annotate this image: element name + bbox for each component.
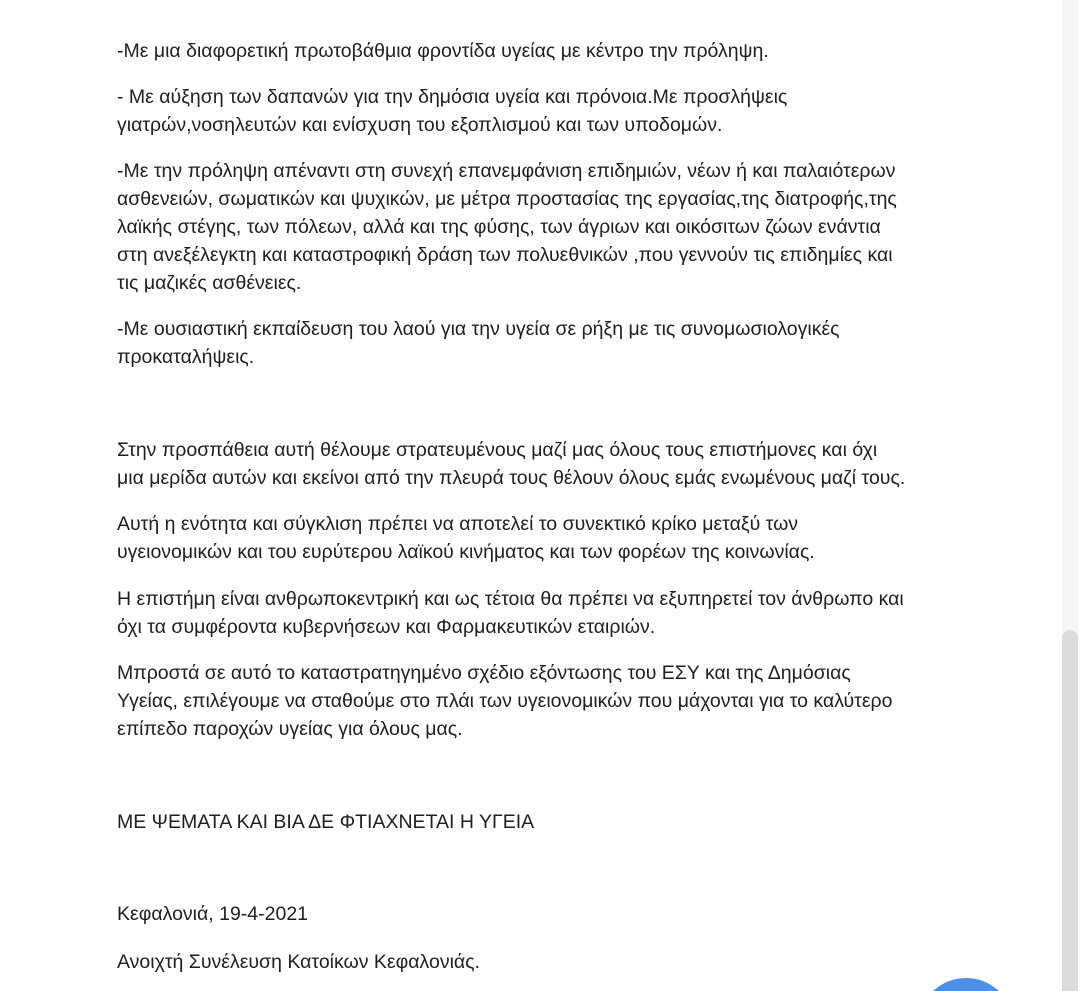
text-line: υγειονομικών και του ευρύτερου λαϊκού κινήματος και των φορέων της κοινωνίας. bbox=[117, 541, 815, 563]
signature-line bbox=[117, 948, 987, 976]
text-line: Ανοιχτή Συνέλευση Κατοίκων Κεφαλονιάς. bbox=[117, 951, 480, 973]
text-line: -Με μια διαφορετική πρωτοβάθμια φροντίδα υγείας με κέντρο την πρόληψη. bbox=[117, 40, 769, 62]
paragraph-scientists bbox=[117, 436, 987, 492]
text-line: Στην προσπάθεια αυτή θέλουμε στρατευμένους μαζί μας όλους τους επιστήμονες και όχι bbox=[117, 439, 878, 461]
floating-action-button[interactable] bbox=[918, 978, 1014, 991]
text-line: γιατρών,νοσηλευτών και ενίσχυση του εξοπλισμού και των υποδομών. bbox=[117, 114, 723, 136]
text-line: - Με αύξηση των δαπανών για την δημόσια υγεία και πρόνοια.Με προσλήψεις bbox=[117, 86, 788, 108]
text-line: τις μαζικές ασθένειες. bbox=[117, 272, 302, 294]
paragraph-prevention bbox=[117, 157, 987, 297]
slogan bbox=[117, 808, 987, 836]
place-date bbox=[117, 900, 987, 928]
text-line: στη ανεξέλεγκτη και καταστροφική δράση των πολυεθνικών ,που γεννούν τις επιδημίες και bbox=[117, 244, 893, 266]
text-line: Αυτή η ενότητα και σύγκλιση πρέπει να αποτελεί το συνεκτικό κρίκο μεταξύ των bbox=[117, 513, 799, 535]
paragraph-esy-plan bbox=[117, 659, 987, 743]
paragraph-education bbox=[117, 315, 987, 371]
paragraph-spending bbox=[117, 83, 987, 139]
text-line: ασθενειών, σωματικών και ψυχικών, με μέτρα προστασίας της εργασίας,της διατροφής,της bbox=[117, 188, 897, 210]
text-line: ΜΕ ΨΕΜΑΤΑ ΚΑΙ ΒΙΑ ΔΕ ΦΤΙΑΧΝΕΤΑΙ Η ΥΓΕΙΑ bbox=[117, 811, 535, 833]
scrollbar-thumb[interactable] bbox=[1062, 630, 1078, 991]
paragraph-primary-care bbox=[117, 37, 987, 65]
text-line: Υγείας, επιλέγουμε να σταθούμε στο πλάι των υγειονομικών που μάχονται για το καλύτερο bbox=[117, 690, 893, 712]
text-line: -Με την πρόληψη απέναντι στη συνεχή επανεμφάνιση επιδημιών, νέων ή και παλαιότερων bbox=[117, 160, 896, 182]
paragraph-science bbox=[117, 585, 987, 641]
text-line: -Με ουσιαστική εκπαίδευση του λαού για την υγεία σε ρήξη με τις συνομωσιολογικές bbox=[117, 318, 840, 340]
text-line: Η επιστήμη είναι ανθρωποκεντρική και ως τέτοια θα πρέπει να εξυπηρετεί τον άνθρωπο και bbox=[117, 588, 904, 610]
paragraph-unity bbox=[117, 510, 987, 566]
text-line: μια μερίδα αυτών και εκείνοι από την πλευρά τους θέλουν όλους εμάς ενωμένους μαζί τους. bbox=[117, 467, 906, 489]
text-line: Κεφαλονιά, 19-4-2021 bbox=[117, 903, 309, 925]
text-line: προκαταλήψεις. bbox=[117, 346, 255, 368]
text-line: λαϊκής στέγης, των πόλεων, αλλά και της φύσης, των άγριων και οικόσιτων ζώων ενάντια bbox=[117, 216, 881, 238]
text-line: όχι τα συμφέροντα κυβερνήσεων και Φαρμακευτικών εταιριών. bbox=[117, 616, 656, 638]
text-line: επίπεδο παροχών υγείας για όλους μας. bbox=[117, 718, 463, 740]
text-line: Μπροστά σε αυτό το καταστρατηγημένο σχέδιο εξόντωσης του ΕΣΥ και της Δημόσιας bbox=[117, 662, 851, 684]
